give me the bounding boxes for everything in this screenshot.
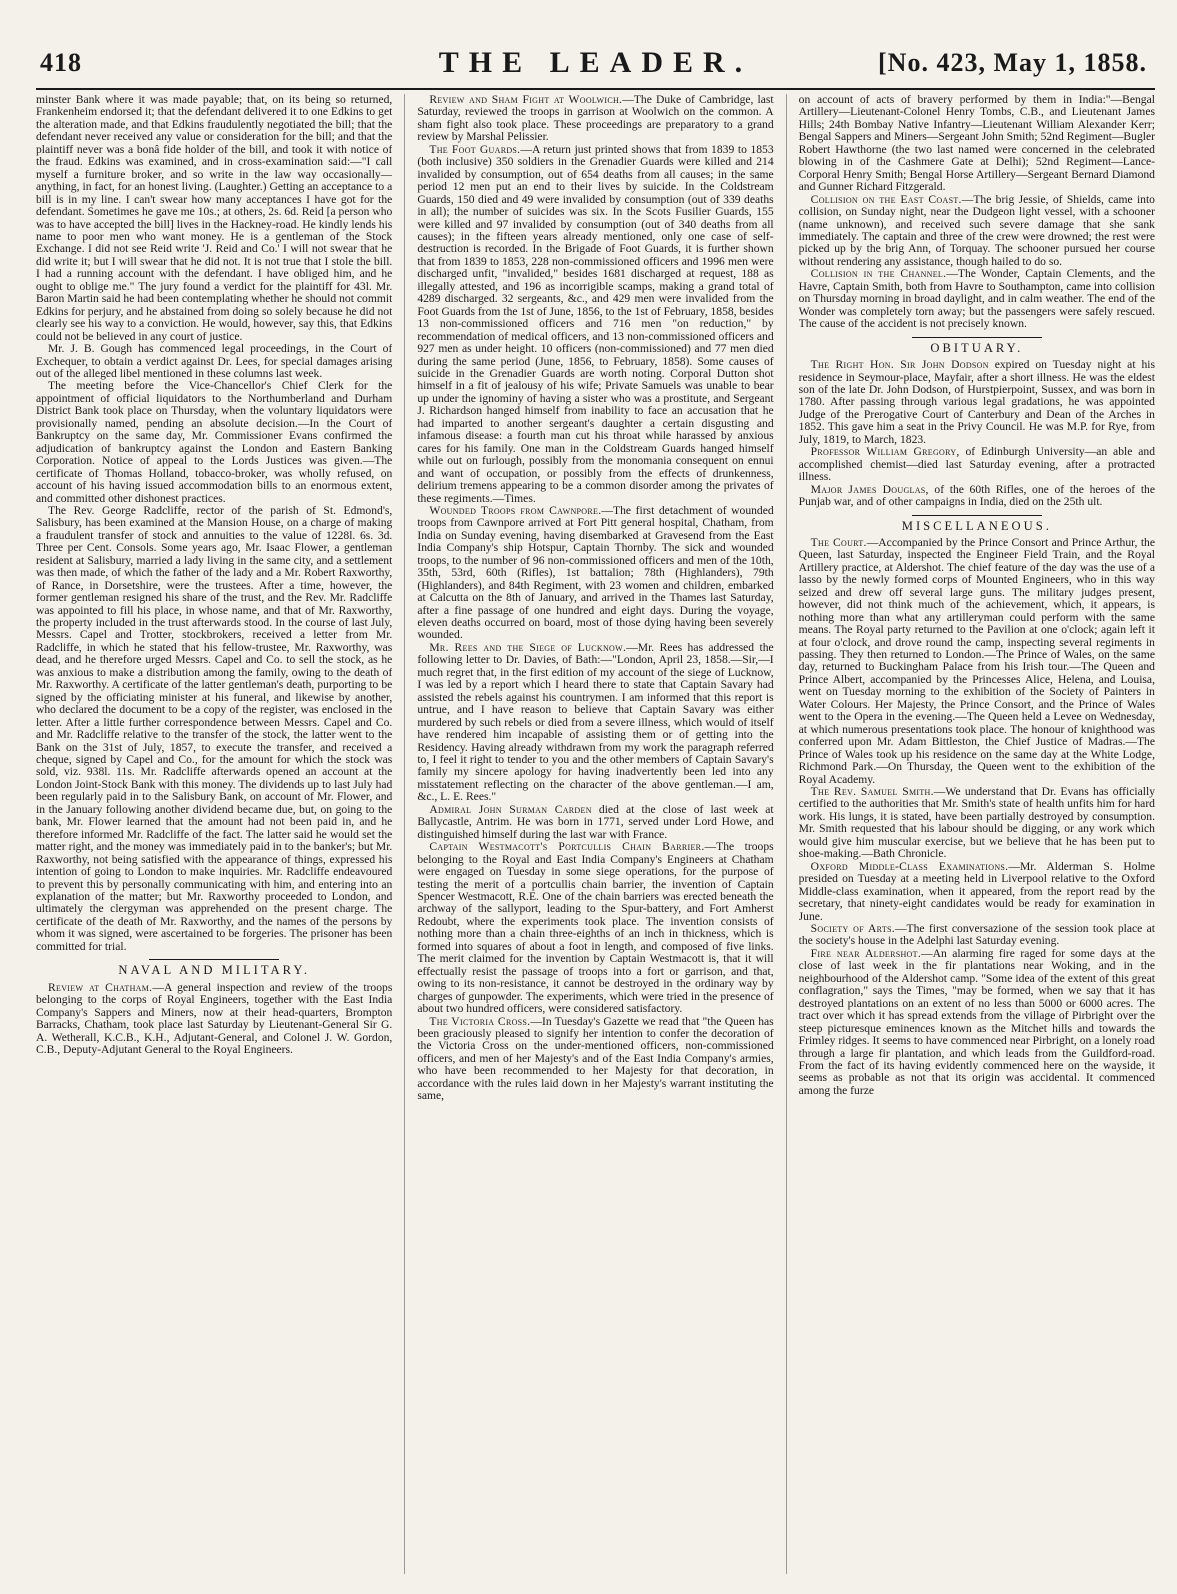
paragraph	[417, 841, 773, 1015]
paragraph	[417, 505, 773, 642]
paragraph	[799, 359, 1155, 446]
run-in-heading: Professor William Gregory,	[810, 445, 960, 459]
run-in-heading: Collision in the Channel.	[810, 267, 947, 281]
paragraph-text: —Mr. Alderman S. Holme presided on Tuesday at a meeting held in Liverpool relative to the Oxford Middle-class examination, when it appeared, from the report read by the secretary, that ninety-eight candidates would be ready for examination in June.	[798, 859, 1155, 923]
paragraph	[799, 194, 1155, 269]
page-number: 418	[40, 48, 82, 77]
run-in-heading: Major James Douglas,	[810, 482, 929, 496]
column-divider	[786, 94, 787, 1574]
paragraph: The Rev. George Radcliffe, rector of the parish of St. Edmond's, Salisbury, has been examined at the Mansion House, on a charge of making a fraudulent transfer of stock and annuities to the value of 1228l. 6s. 3d. Three per Cent. Consols. Some years ago, Mr. Isaac Flower, a gentleman resident at Salisbury, married a lady living in the same city, and a settlement was then made, of which the father of the lady and a Mr. Robert Raxworthy, of Rance, in Dorsetshire, were the trustees. After a time, however, the former gentleman resigned his share of the trust, and the Rev. Mr. Radcliffe was appointed to fill his place, in whose name, and that of Mr. Raxworthy, the property included in the trust afterwards stood. In the course of last July, Messrs. Capel and Trotter, stockbrokers, received a letter from Mr. Radcliffe, in which he stated that his fellow-trustee, Mr. Raxworthy, was dead, and he therefore urged Messrs. Capel and Co. to sell the stock, as he was anxious to make a distribution among the family, owing to the death of Mr. Raxworthy. A certificate of the latter gentleman's death, purporting to be signed by the officiating minister at his funeral, and likewise by another, who declared the document to be a copy of the register, was enclosed in the letter. After a little further correspondence between Messrs. Capel and Co. and Mr. Radcliffe relative to the transfer of the stock, the latter went to the Bank on the 31st of July, 1857, to execute the transfer, and received a cheque, signed by Capel and Co., for the amount for which the stock was sold, viz. 938l. 11s. Mr. Radcliffe afterwards opened an account at the London Joint-Stock Bank with this money. The dividends up to last July had been regularly paid in to the Salisbury Bank, on account of Mr. Flower, and in the January following another dividend became due, but, on going to the bank, Mr. Flower learned that the amount had not been paid in, and he therefore informed Mr. Radcliffe of the fact. The latter said he would set the matter right, and the money was immediately paid in to the banker's; but Mr. Raxworthy, not being satisfied with the appearance of things, expressed his intention of going to London to make inquiries. Mr. Radcliffe endeavoured to prevent this by personally communicating with him, and entering into an explanation of the matter; but Mr. Raxworthy proceeded to London, and ultimately the clergyman was apprehended on the present charge. The certificate of the death of Mr. Raxworthy, and the names of the persons by whom it was signed, were ascertained to be forgeries. The prisoner has been committed for trial.	[36, 503, 393, 953]
column-2	[417, 94, 773, 1574]
paragraph: on account of acts of bravery performed by them in India:"—Bengal Artillery—Lieutenant-Colonel Henry Tombs, C.B., and Lieutenant James Hills; 24th Bombay Native Infantry—Lieutenant William Alexander Kerr; Bengal Sappers and Miners—Sergeant John Smith; 52nd Regiment—Bugler Robert Hawthorne (the two last named were concerned in the celebrated blowing in of the Cashmere Gate at Delhi); 52nd Regiment—Lance-Corporal Henry Smith; Bengal Horse Artillery—Sergeant Bernard Diamond and Gunner Richard Fitzgerald.	[798, 94, 1155, 194]
paragraph-text: —In Tuesday's Gazette we read that "the Queen has been graciously pleased to signify her intention to confer the decoration of the Victoria Cross on the under-mentioned officers, non-commissioned officers, and men of her Majesty's and of the East India Company's armies, who have been recommended to her Majesty for that decoration, in accordance with the rules laid down in her Majesty's warrant instituting the same,	[417, 1014, 774, 1103]
section-heading-miscellaneous: MISCELLANEOUS.	[901, 518, 1052, 533]
issue-info: [No. 423, May 1, 1858.	[878, 48, 1147, 77]
column-divider	[404, 94, 405, 1574]
column-1	[36, 94, 392, 1574]
run-in-heading: Oxford Middle-Class Examinations.	[810, 859, 1009, 873]
run-in-heading: Review and Sham Fight at Woolwich.	[429, 94, 623, 106]
paragraph: minster Bank where it was made payable; that, on its being so returned, Frankenheim endorsed it; that the defendant delivered it to one Edkins to get the alteration made, and that Edkins fraudulently negotiated the bill; that the defendant never received any value or consideration for the bill; and that the plaintiff never was a bonâ fide holder of the bill, and took it with notice of the fraud. Edkins was examined, and in cross-examination said:—"I call myself a furniture broker, and so write in the law way occasionally—anything, in fact, for an honest living. (Laughter.) Getting an acceptance to a bill is in my line. I can't swear how many acceptances I have got for the defendant. Sometimes he gave me 10s.; at others, 2s. 6d. Reid [a person who was to have accepted the bill] lives in the Hackney-road. He kindly lends his name to poor men who want money. He is a gentleman of the Stock Exchange. I did not see Reid write 'J. Reid and Co.' I will not swear that he did write it; but I will swear that he did not. It is not true that I stole the bill. I had a running account with the defendant. I have obliged him, and he ought to oblige me." The jury found a verdict for the plaintiff for 43l. Mr. Baron Martin said he had been contemplating whether he should not commit Edkins for perjury, and he abstained from doing so solely because he did not clearly see his way to a conviction. He would, however, say this, that Edkins could not be believed in any court of justice.	[36, 94, 393, 343]
paragraph	[799, 786, 1155, 861]
run-in-heading: The Foot Guards.	[429, 142, 521, 156]
paragraph	[799, 446, 1155, 483]
paragraph	[799, 861, 1155, 923]
paragraph-text: of the 60th Rifles, one of the heroes of the Punjab war, and of other campaigns in India, died on the 25th ult.	[798, 482, 1155, 509]
masthead	[36, 0, 1155, 94]
paragraph	[36, 982, 392, 1057]
run-in-heading: Fire near Aldershot.	[810, 946, 922, 960]
section-heading-obituary: OBITUARY.	[930, 340, 1024, 355]
paragraph-text: —The brig Jessie, of Shields, came into collision, on Sunday night, near the Dudgeon light vessel, with a schooner (name unknown), and received such severe damage that she sank immediately. The captain and three of the crew were drowned; the rest were picked up by the brig Ann, of Torquay. The schooner pursued her course without rendering any assistance, though hailed to do so.	[798, 192, 1155, 268]
paragraph-text: —Mr. Rees has addressed the following letter to Dr. Davies, of Bath:—"London, April 23, 1858.—Sir,—I much regret that, in the first edition of my account of the siege of Lucknow, I was led by a report which I heard there to state that Captain Savary had assisted the rebels against his countrymen. I am informed that this report is untrue, and I have reason to believe that Captain Savary was either murdered by such rebels or died from a severe illness, which would of itself have rendered him incapable of assisting them or of getting into the Residency. Having already withdrawn from my work the paragraph referred to, I feel it right to tender to you and the other members of Captain Savary's family my sincere apology for having inadvertently been led into any misstatement reflecting on the character of the above gentleman.—I am, &c., L. E. Rees."	[417, 640, 774, 804]
paragraph-text: —The Duke of Cambridge, last Saturday, reviewed the troops in garrison at Woolwich on the common. A sham fight also took place. These proceedings are preparatory to a grand review by Marshal Pelissier.	[417, 94, 774, 144]
paragraph	[417, 804, 773, 841]
section-rule	[912, 337, 1042, 338]
paragraph	[799, 923, 1155, 948]
paragraph	[417, 642, 773, 804]
paragraph-text: —An alarming fire raged for some days at the close of last week in the fir plantations near Woking, and in the neighbourhood of the Aldershot camp. "Some idea of the extent of this great conflagration," says the Times, "may be formed, when we say that it has destroyed plantations on an extent of no less than 5000 or 6000 acres. The tract over which it has spread extends from the village of Pirbright over the steep picturesque eminences known as the Mitchet hills and towards the Frimley ridges. It seems to have commenced near Pirbright, on a lonely road through a large fir plantation, and which leads from the Guildford-road. From the fact of its having evidently commenced here on the wayside, it seems as probable as not that its origin was accidental. It commenced among the furze	[798, 946, 1155, 1097]
run-in-heading: Admiral John Surman Carden	[429, 802, 592, 816]
run-in-heading: Review at Chatham.	[48, 980, 153, 994]
paragraph	[799, 948, 1155, 1097]
run-in-heading: Society of Arts.	[810, 922, 895, 935]
paragraph-text: expired on Tuesday night at his residence in Seymour-place, Mayfair, after a short illness. He was the eldest son of the late Dr. John Dodson, of Hurstpierpoint, Sussex, and was born in 1780. After passing through various legal gradations, he was appointed Judge of the Prerogative Court of Canterbury and Dean of the Arches in 1852. This gave him a seat in the Privy Council. He was M.P. for Rye, from July, 1819, to March, 1823.	[798, 358, 1155, 446]
paragraph-text: —Accompanied by the Prince Consort and Prince Arthur, the Queen, last Saturday, inspected the Engineer Field Train, and the Royal Artillery practice, at Aldershot. The chief feature of the day was the use of a lasso by the newly formed corps of Mounted Engineers, who in this way seized and drew off several large guns. The military judges present, however, did not think much of the achievement, which, it appears, is nothing more than what any artilleryman could perform with the same means. The Royal party returned to the Pavilion at one o'clock; again left it at four o'clock, and drove round the camp, inspecting several regiments in passing. They then returned to London.—The Prince of Wales, on the same day, returned to Buckingham Palace from his Irish tour.—The Queen and Prince Albert, accompanied by the Princesses Alice, Helena, and Louisa, went on Tuesday morning to the exhibition of the Society of Painters in Water Colours. Her Majesty, the Prince Consort, and the Prince of Wales went to the Opera in the evening.—The Queen held a Levee on Wednesday, at which numerous presentations took place. The honour of knighthood was conferred upon Mr. Adam Bittleston, the Chief Justice of Madras.—The Prince of Wales took up his residence on the same day at the White Lodge, Richmond Park.—On Thursday, the Queen went to the exhibition of the Royal Academy.	[798, 535, 1155, 786]
run-in-heading: The Right Hon. Sir John Dodson	[810, 358, 989, 372]
paragraph-text: —A return just printed shows that from 1839 to 1853 (both inclusive) 350 soldiers in the Grenadier Guards were killed and 214 invalided by consumption, out of 654 deaths from all causes; in the same period 12 men put an end to their lives by suicide. In the Coldstream Guards, 150 died and 49 were invalided by consumption (out of 339 deaths in all); the number of suicides was six. In the Scots Fusilier Guards, 155 were killed and 97 invalided by consumption (out of 340 deaths from all causes); in the fifteen years already mentioned, only one case of self-destruction is recorded. In the Brigade of Foot Guards, it is further shown that from 1839 to 1853, 228 non-commissioned officers and 1996 men were discharged unfit, "invalided," besides 1681 discharged at request, 188 as illegally attested, and 196 as incorrigible scamps, making a grand total of 4289 discharged. 32 sergeants, &c., and 429 men were invalided from the Foot Guards from the 1st of June, 1856, to the 1st of February, 1858, besides 13 non-commissioned officers and 716 men "on reduction," by recommendation of medical officers, and 13 non-commissioned officers and 927 men as under height. 10 officers (non-commissioned) and 77 men died during the same period (June, 1856, to February, 1858). Some causes of suicide in the Grenadier Guards are worth noting. Corporal Dutton shot himself in a fit of jealousy of his wife; Private Samuels was unable to bear up under the ignominy of having a sister who was a prostitute, and Sergeant J. Richardson hanged himself from inability to face an accusation that he had imparted to another sergeant's daughter a certain disgusting and infamous disease: a fourth man cut his throat while harassed by anxious cares for his family. One man in the Coldstream Guards hanged himself while out on furlough, possibly from the monomania consequent on ennui and want of occupation, or possibly from the effects of drunkenness, delirium tremens appearing to be a common disorder among the privates of these regiments.—Times.	[417, 142, 774, 505]
paper-title: THE LEADER.	[438, 46, 753, 79]
paragraph-text: of Edinburgh University—an able and accomplished chemist—died last Saturday evening, after a protracted illness.	[798, 445, 1155, 484]
run-in-heading: The Victoria Cross.	[429, 1014, 531, 1028]
run-in-heading: The Court.	[810, 535, 867, 549]
paragraph: Mr. J. B. Gough has commenced legal proceedings, in the Court of Exchequer, to obtain a verdict against Dr. Lees, for special damages arising out of the alleged libel mentioned in these columns last week.	[36, 342, 393, 380]
run-in-heading: The Rev. Samuel Smith.	[810, 785, 934, 799]
paragraph-text: died at the close of last week at Ballycastle, Antrim. He was born in 1771, served under Lord Howe, and distinguished himself during the last war with France.	[417, 802, 774, 841]
run-in-heading: Collision on the East Coast.	[810, 192, 962, 206]
paragraph	[417, 1016, 773, 1103]
column-3	[799, 94, 1155, 1574]
paragraph	[799, 268, 1155, 330]
masthead-rule	[36, 88, 1155, 90]
run-in-heading: Captain Westmacott's Portcullis Chain Barrier.	[429, 840, 705, 854]
paragraph	[417, 94, 773, 144]
paragraph	[799, 537, 1155, 786]
section-rule	[149, 959, 279, 960]
paragraph-text: —The Wonder, Captain Clements, and the Havre, Captain Smith, both from Havre to Southampton, came into collision on Thursday morning in broad daylight, and in calm weather. The end of the Wonder was completely torn away; but the passengers were safely rescued. The cause of the accident is not precisely known.	[798, 267, 1155, 331]
run-in-heading: Mr. Rees and the Siege of Lucknow.	[429, 640, 627, 654]
paragraph-text: —A general inspection and review of the troops belonging to the corps of Royal Engineers, together with the East India Company's Sappers and Miners, now at their head-quarters, Brompton Barracks, Chatham, took place last Saturday by Lieutenant-General Sir G. A. Wetherall, K.C.B., K.H., Adjutant-General, and Colonel J. W. Gordon, C.B., Deputy-Adjutant General to the Royal Engineers.	[36, 980, 393, 1056]
paragraph-text: —We understand that Dr. Evans has officially certified to the authorities that Mr. Smith's state of health unfits him for hard work. His lungs, it is stated, have been partially destroyed by consumption. Mr. Smith requested that his labour should be digging, or any work which would give him muscular exercise, but we believe that he has been put to shoe-making.—Bath Chronicle.	[798, 785, 1155, 861]
paragraph: The meeting before the Vice-Chancellor's Chief Clerk for the appointment of official liquidators to the Northumberland and Durham District Bank took place on Thursday, when the voluntary liquidators were provisionally named, pending an absolute decision.—In the Court of Bankruptcy on the same day, Mr. Commissioner Evans confirmed the adjudication of bankruptcy against the London and Eastern Banking Corporation. Notice of appeal to the Lords Justices was given.—The certificate of Thomas Holland, tobacco-broker, was wholly refused, on account of his having issued accommodation bills to an enormous extent, and committed other dishonest practices.	[36, 379, 393, 505]
paragraph	[799, 484, 1155, 509]
columns	[36, 94, 1155, 1574]
paragraph	[417, 144, 773, 505]
paragraph-text: —The first detachment of wounded troops from Cawnpore arrived at Fort Pitt general hospital, Chatham, from India on Sunday evening, having disembarked at Gravesend from the East India Company's ship Hotspur, Captain Thornby. The sick and wounded troops, to the number of 96 non-commissioned officers and men of the 10th, 35th, 53rd, 60th (Rifles), 1st battalion; 78th (Highlanders), 79th (Highlanders), and 84th Regiment, with 23 women and children, embarked at Calcutta on the 8th of January, and arrived in the Thames last Saturday, after a fine passage of one hundred and eight days. During the voyage, eleven deaths occurred on board, most of those dying having been severely wounded.	[417, 503, 774, 642]
section-rule	[912, 515, 1042, 516]
paragraph-text: —The first conversazione of the session took place at the society's house in the Adelphi last Saturday evening.	[798, 922, 1155, 948]
run-in-heading: Wounded Troops from Cawnpore.	[429, 503, 602, 517]
section-heading-naval: NAVAL AND MILITARY.	[118, 963, 310, 978]
paragraph-text: —The troops belonging to the Royal and East India Company's Engineers at Chatham were engaged on Tuesday in some siege operations, for the purpose of testing the merit of a portcullis chain barrier, the invention of Captain Spencer Westmacott, R.E. One of the chain barriers was erected beneath the archway of the sallyport, leading to the Spur-battery, and Fort Amherst Redoubt, where the experiments took place. The invention consists of nothing more than a chain three-eighths of an inch in thickness, which is formed into squares of about a foot in length, and composed of five links. The merit claimed for the invention by Captain Westmacott is, that it will effectually resist the passage of troops into a fort or garrison, and that, owing to its non-resistance, it cannot be destroyed in the ordinary way by charges of gunpowder. The experiments, which were tried in the presence of about two hundred officers, were considered satisfactory.	[417, 840, 774, 1016]
